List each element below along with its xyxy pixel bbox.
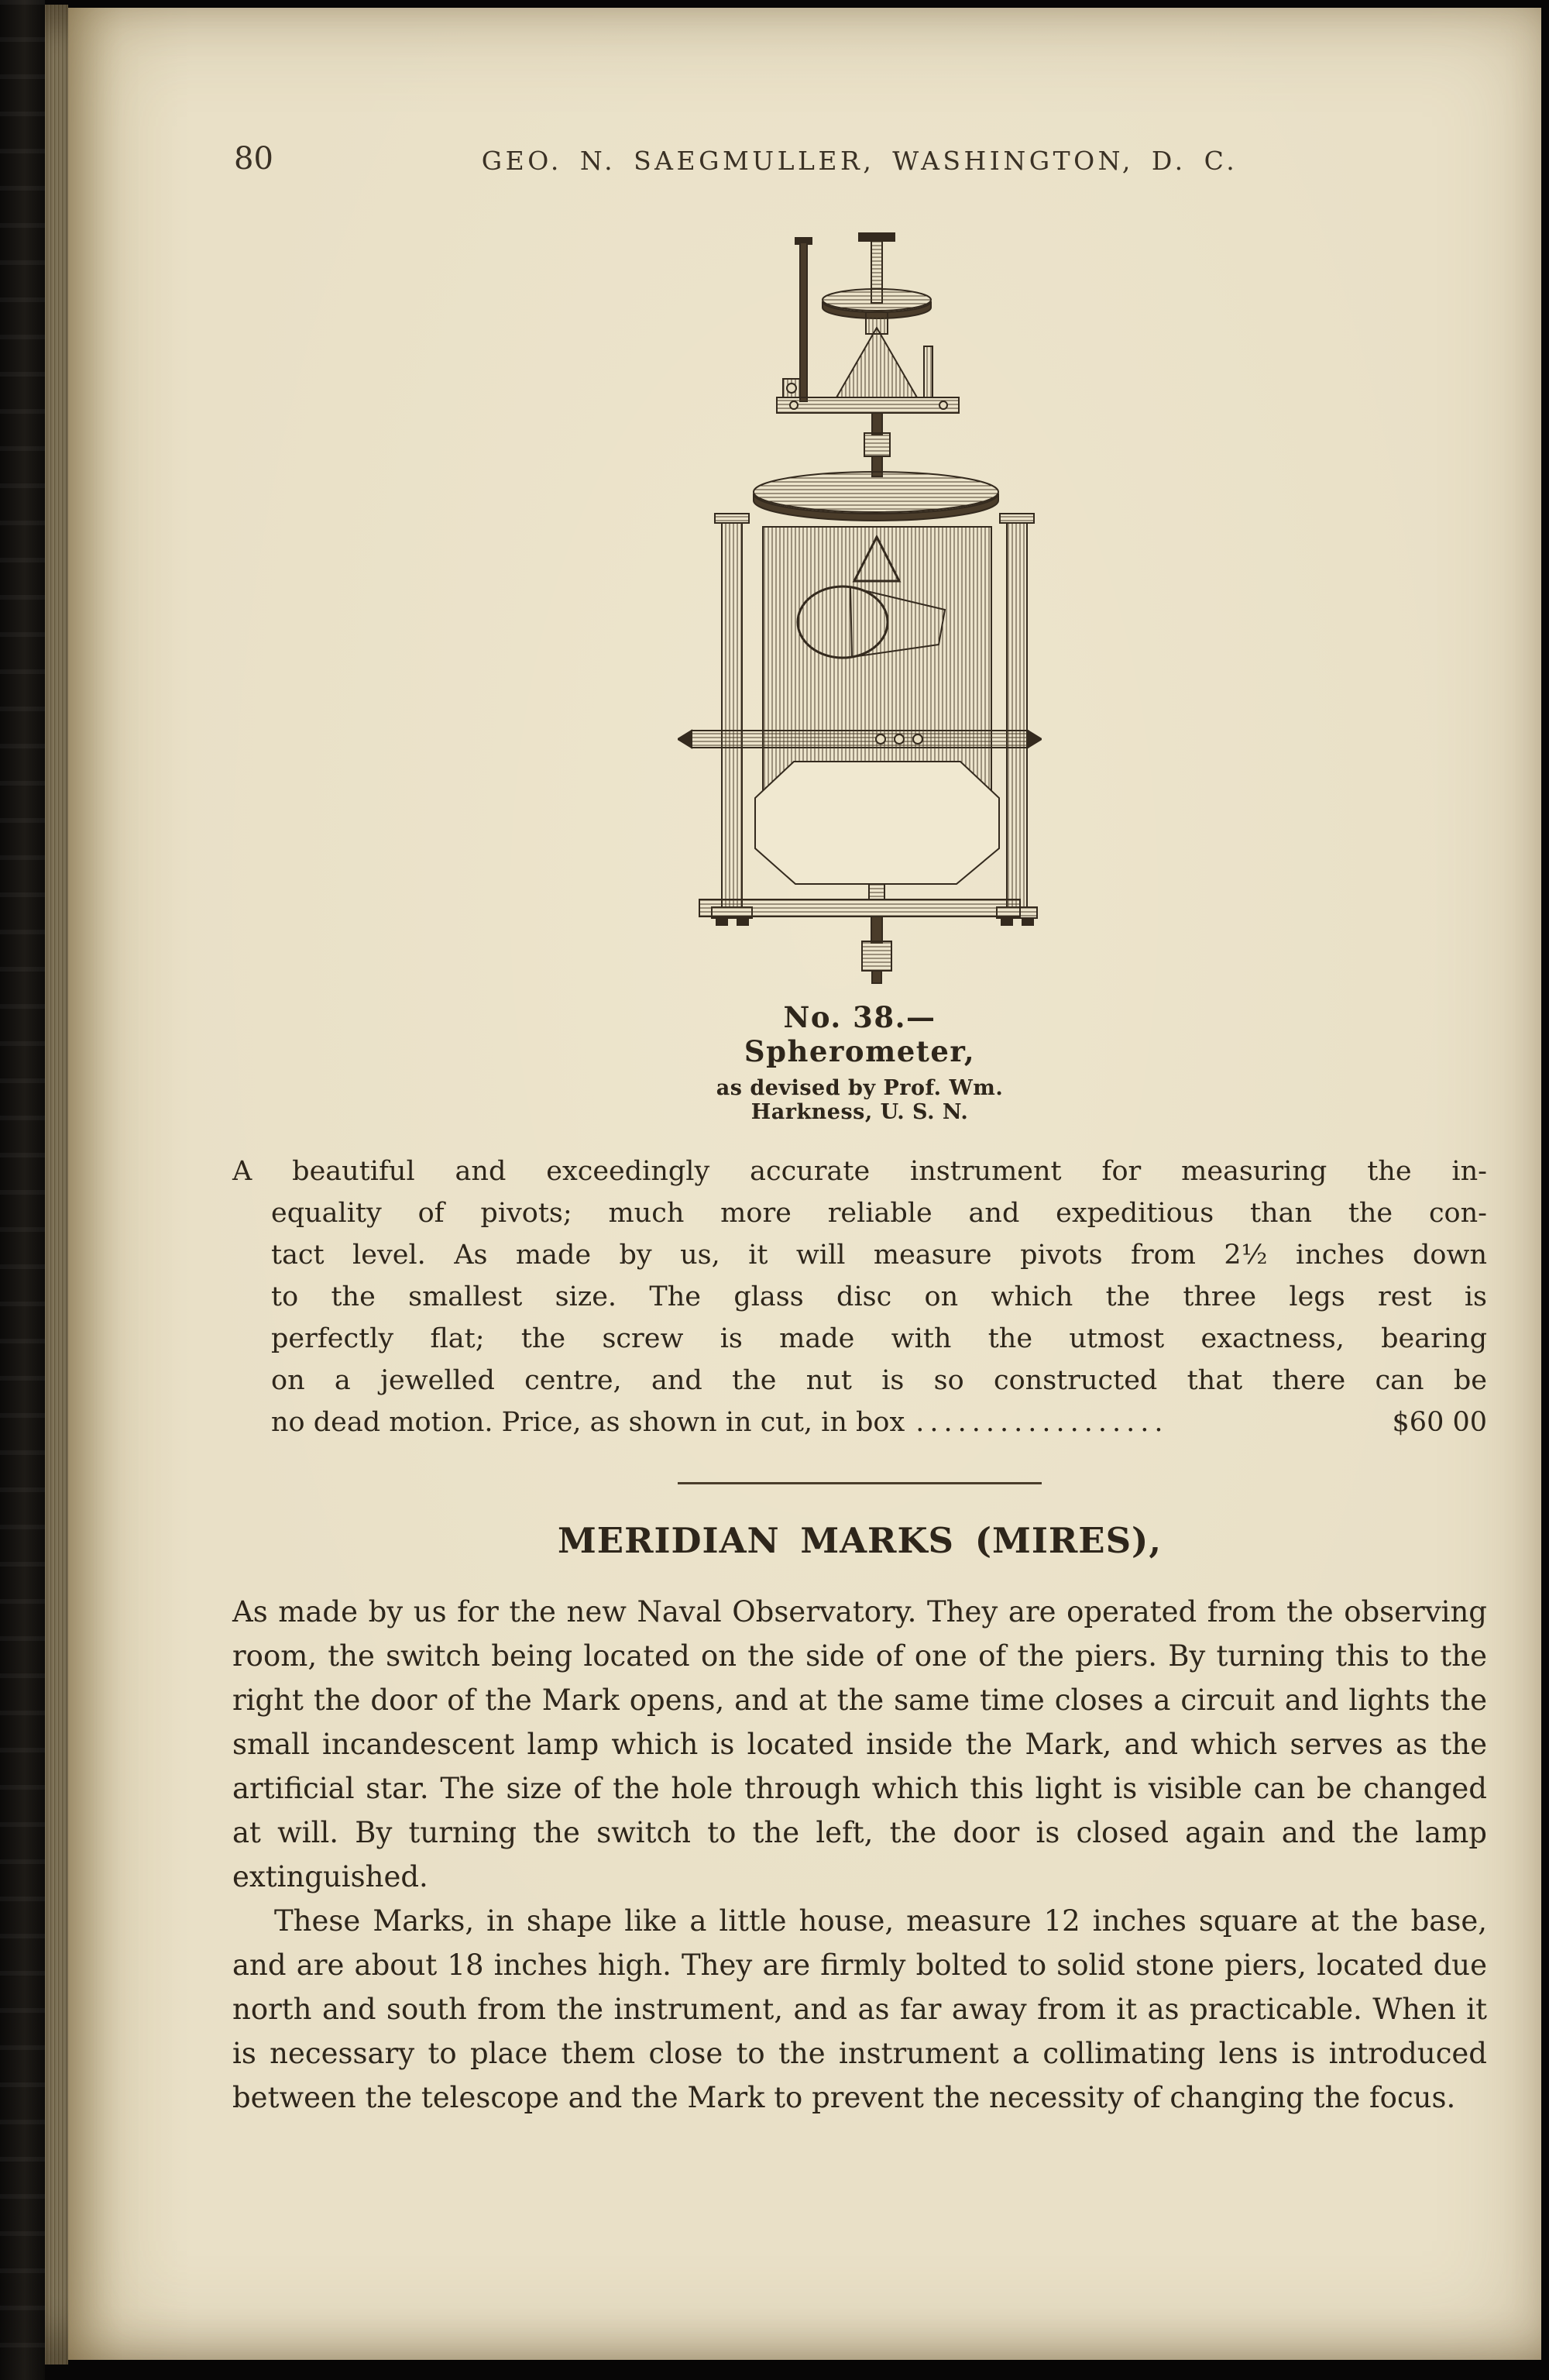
price-value: $60 00 [1392, 1407, 1487, 1438]
figure-caption [678, 1000, 1042, 1124]
scanned-page [68, 8, 1541, 2360]
description-line: perfectly flat; the screw is made with the utmost exactness, bearing [271, 1323, 1487, 1354]
dot-leader: .................. [915, 1407, 1169, 1438]
spherometer-engraving [678, 229, 1042, 988]
description-line: to the smallest size. The glass disc on which the three legs rest is [271, 1281, 1487, 1312]
description-line: equality of pivots; much more reliable and expeditious than the con- [271, 1198, 1487, 1229]
price-line [232, 1402, 1487, 1443]
description-line: on a jewelled centre, and the nut is so constructed that there can be [271, 1365, 1487, 1396]
page-number: 80 [234, 141, 273, 177]
price-line-text: no dead motion. Price, as shown in cut, in box [271, 1407, 905, 1438]
meridian-paragraph-2: These Marks, in shape like a little house, measure 12 inches square at the base, and are about 18 inches high. They are firmly bolted to solid stone piers, located due north and south from the instrument, and as far away from it as practicable. When it is necessary to place them close to the instrument a collimating lens is introduced between the telescope and the Mark to prevent the necessity of changing the focus. [232, 1904, 1487, 2115]
page-header [232, 8, 1487, 186]
description-line: tact level. As made by us, it will measure pivots from 2½ inches down [271, 1240, 1487, 1271]
section-heading-meridian-marks: MERIDIAN MARKS (MIRES), [557, 1520, 1163, 1561]
meridian-paragraph-1: As made by us for the new Naval Observatory. They are operated from the observing room, the switch being located on the side of one of the piers. By turning this to the right the door of the Mark opens, and at the same time closes a circuit and lights the small incandescent lamp which is located inside the Mark, and which serves as the artificial star. The size of the hole through which this light is visible can be changed at will. By turning the switch to the left, the door is closed again and the lamp extinguished. [232, 1595, 1487, 1894]
page-content [68, 8, 1541, 2120]
page-stack-edges [45, 5, 68, 2365]
book-spine [0, 0, 45, 2380]
figure-caption-title: No. 38.—Spherometer, [744, 1000, 976, 1068]
section-divider [678, 1482, 1042, 1484]
description-line: A beautiful and exceedingly accurate instrument for measuring the in- [232, 1156, 1487, 1187]
running-header: GEO. N. SAEGMULLER, WASHINGTON, D. C. [481, 146, 1238, 176]
figure-caption-subtitle: as devised by Prof. Wm. Harkness, U. S. N. [716, 1076, 1004, 1124]
spherometer-figure [678, 229, 1042, 1124]
spherometer-description [232, 1150, 1487, 1443]
